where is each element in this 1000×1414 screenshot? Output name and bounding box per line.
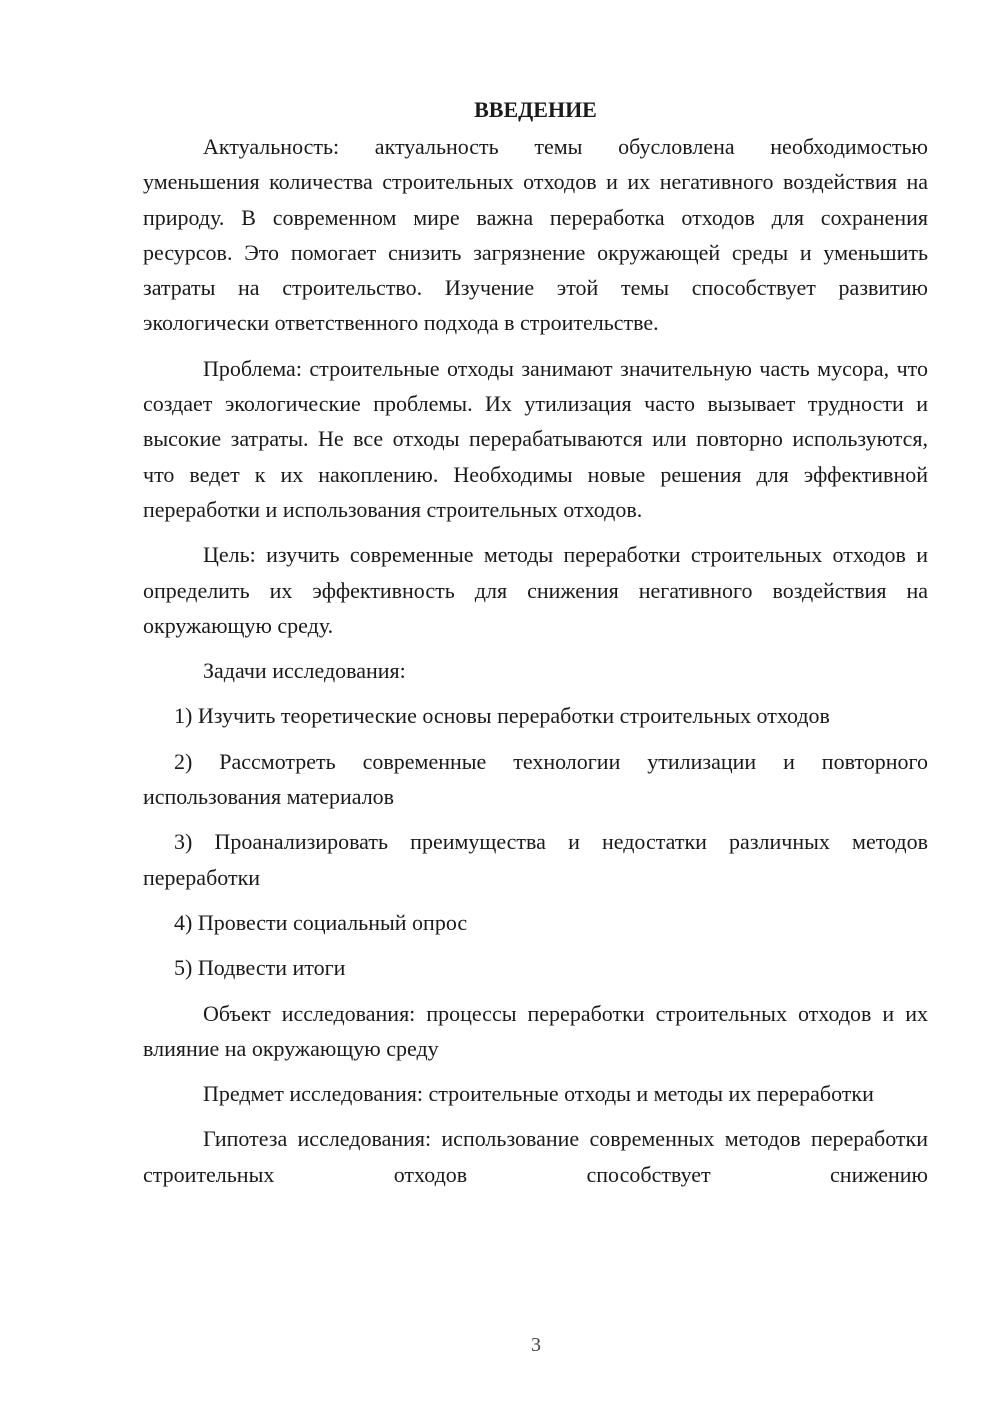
task-item-1: 1) Изучить теоретические основы переработки строительных отходов <box>174 703 830 729</box>
document-page <box>143 92 928 1202</box>
task-item-4: 4) Провести социальный опрос <box>174 909 468 935</box>
page-title: ВВЕДЕНИЕ <box>474 97 597 122</box>
page-number: 3 <box>531 1334 541 1356</box>
paragraph-relevance: Актуальность: актуальность темы обусловлена необходимостью уменьшения количества строительных отходов и их негативного воздействия на природу. В современном мире важна переработка отходов для сохранения ресурсов. Это помогает снизить загрязнение окружающей среды и уменьшить затраты на строительство. Изучение этой темы способствует развитию экологически ответственного подхода в строительстве. <box>143 134 928 336</box>
paragraph-goal: Цель: изучить современные методы переработки строительных отходов и определить их эффективность для снижения негативного воздействия на окружающую среду. <box>143 542 928 638</box>
task-item-2: 2) Рассмотреть современные технологии утилизации и повторного использования материалов <box>143 748 928 810</box>
paragraph-subject: Предмет исследования: строительные отходы и методы их переработки <box>203 1081 874 1107</box>
task-item-3: 3) Проанализировать преимущества и недостатки различных методов переработки <box>143 829 928 890</box>
tasks-title: Задачи исследования: <box>203 658 406 684</box>
paragraph-hypothesis: Гипотеза исследования: использование современных методов переработки строительных отходов способствует снижению <box>143 1126 928 1187</box>
task-item-5: 5) Подвести итоги <box>174 955 346 981</box>
paragraph-object: Объект исследования: процессы переработки строительных отходов и их влияние на окружающую среду <box>143 1000 928 1061</box>
paragraph-problem: Проблема: строительные отходы занимают значительную часть мусора, что создает экологические проблемы. Их утилизация часто вызывает трудности и высокие затраты. Не все отходы перерабатываются или повторно используются, что ведет к их накоплению. Необходимы новые решения для эффективной переработки и использования строительных отходов. <box>143 355 928 522</box>
